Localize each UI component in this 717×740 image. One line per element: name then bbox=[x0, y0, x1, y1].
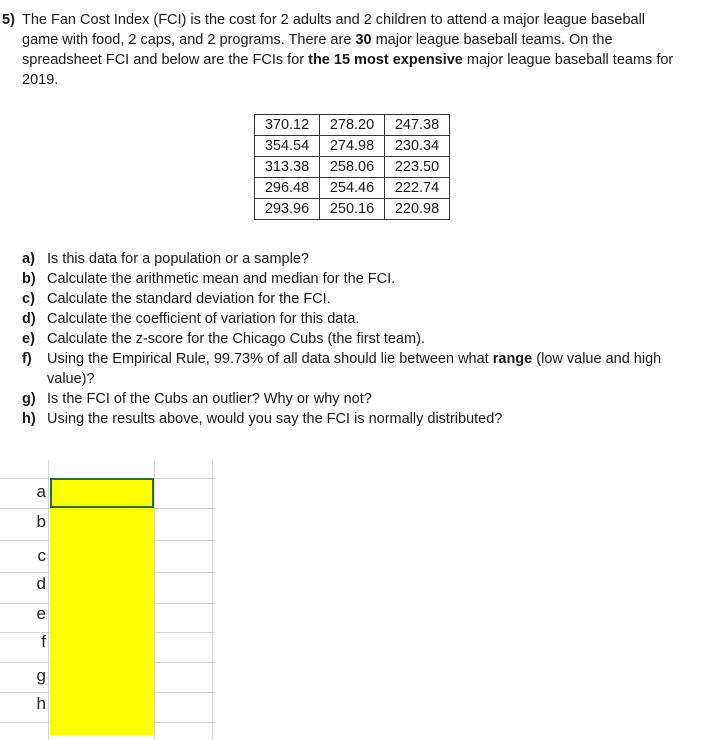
table-cell: 296.48 bbox=[255, 178, 320, 199]
table-cell: 254.46 bbox=[320, 178, 385, 199]
table-row bbox=[255, 157, 450, 178]
grid-line bbox=[154, 460, 155, 740]
problem-statement bbox=[2, 10, 682, 90]
table-row bbox=[255, 178, 450, 199]
problem-text-segment: 30 bbox=[355, 32, 372, 48]
question-letter: e) bbox=[22, 331, 35, 347]
question-text: Calculate the standard deviation for the FCI. bbox=[47, 291, 331, 307]
question-text-segment: range bbox=[492, 351, 533, 367]
question-item bbox=[22, 409, 662, 429]
question-letter: h) bbox=[22, 411, 36, 427]
table-cell: 293.96 bbox=[255, 199, 320, 220]
table-cell: 250.16 bbox=[320, 199, 385, 220]
answer-cell-range[interactable] bbox=[50, 478, 154, 735]
answer-label-h: h bbox=[36, 694, 46, 713]
table-cell: 223.50 bbox=[385, 157, 450, 178]
table-cell: 313.38 bbox=[255, 157, 320, 178]
problem-text-segment: The Fan Cost Index (FCI) is the cost for 2 adults and 2 children to attend a major league baseball game with food, 2 caps, and 2 programs. There are bbox=[22, 12, 646, 48]
table-cell: 222.74 bbox=[385, 178, 450, 199]
answer-label-f: f bbox=[41, 632, 46, 651]
table-cell: 370.12 bbox=[255, 115, 320, 136]
question-letter: g) bbox=[22, 391, 36, 407]
selected-answer-cell[interactable] bbox=[50, 478, 154, 508]
grid-line bbox=[212, 460, 213, 740]
question-text bbox=[47, 351, 661, 387]
table-row bbox=[255, 115, 450, 136]
answer-label-a: a bbox=[36, 482, 46, 501]
answer-label-g: g bbox=[36, 666, 46, 685]
table-cell: 354.54 bbox=[255, 136, 320, 157]
problem-text-segment: major league baseball teams. On the spreadsheet FCI and below are the FCIs for bbox=[22, 32, 613, 68]
table-row bbox=[255, 136, 450, 157]
problem-text bbox=[22, 10, 682, 90]
fci-data-table bbox=[254, 114, 450, 220]
question-letter: f) bbox=[22, 351, 32, 367]
table-cell: 247.38 bbox=[385, 115, 450, 136]
table-cell: 258.06 bbox=[320, 157, 385, 178]
question-item bbox=[22, 329, 662, 349]
question-item bbox=[22, 269, 662, 289]
question-item bbox=[22, 249, 662, 269]
answer-label-e: e bbox=[36, 604, 46, 623]
question-text: Calculate the coefficient of variation for this data. bbox=[47, 311, 360, 327]
question-item bbox=[22, 389, 662, 409]
grid-line bbox=[48, 460, 49, 740]
question-letter: c) bbox=[22, 291, 35, 307]
question-item bbox=[22, 289, 662, 309]
question-text: Using the results above, would you say the FCI is normally distributed? bbox=[47, 411, 503, 427]
table-row bbox=[255, 199, 450, 220]
problem-text-segment: major league baseball teams for 2019. bbox=[22, 52, 674, 88]
question-list bbox=[22, 249, 662, 429]
answer-label-b: b bbox=[36, 512, 46, 531]
problem-text-segment: the 15 most expensive bbox=[308, 52, 463, 68]
table-cell: 274.98 bbox=[320, 136, 385, 157]
question-item bbox=[22, 309, 662, 329]
answer-spreadsheet bbox=[0, 460, 717, 740]
answer-label-d: d bbox=[36, 574, 46, 593]
question-text: Calculate the arithmetic mean and median for the FCI. bbox=[47, 271, 396, 287]
table-cell: 278.20 bbox=[320, 115, 385, 136]
table-cell: 230.34 bbox=[385, 136, 450, 157]
question-text: Calculate the z-score for the Chicago Cubs (the first team). bbox=[47, 331, 425, 347]
problem-number: 5) bbox=[2, 12, 15, 28]
question-text: Is this data for a population or a sample? bbox=[47, 251, 309, 267]
question-text-segment: Using the Empirical Rule, 99.73% of all data should lie between what bbox=[47, 351, 493, 367]
question-letter: d) bbox=[22, 311, 36, 327]
question-text: Is the FCI of the Cubs an outlier? Why or why not? bbox=[47, 391, 372, 407]
question-item bbox=[22, 349, 662, 389]
question-letter: b) bbox=[22, 271, 36, 287]
table-cell: 220.98 bbox=[385, 199, 450, 220]
question-text-segment: (low value and high value)? bbox=[47, 351, 662, 387]
question-letter: a) bbox=[22, 251, 35, 267]
answer-label-c: c bbox=[37, 546, 46, 565]
